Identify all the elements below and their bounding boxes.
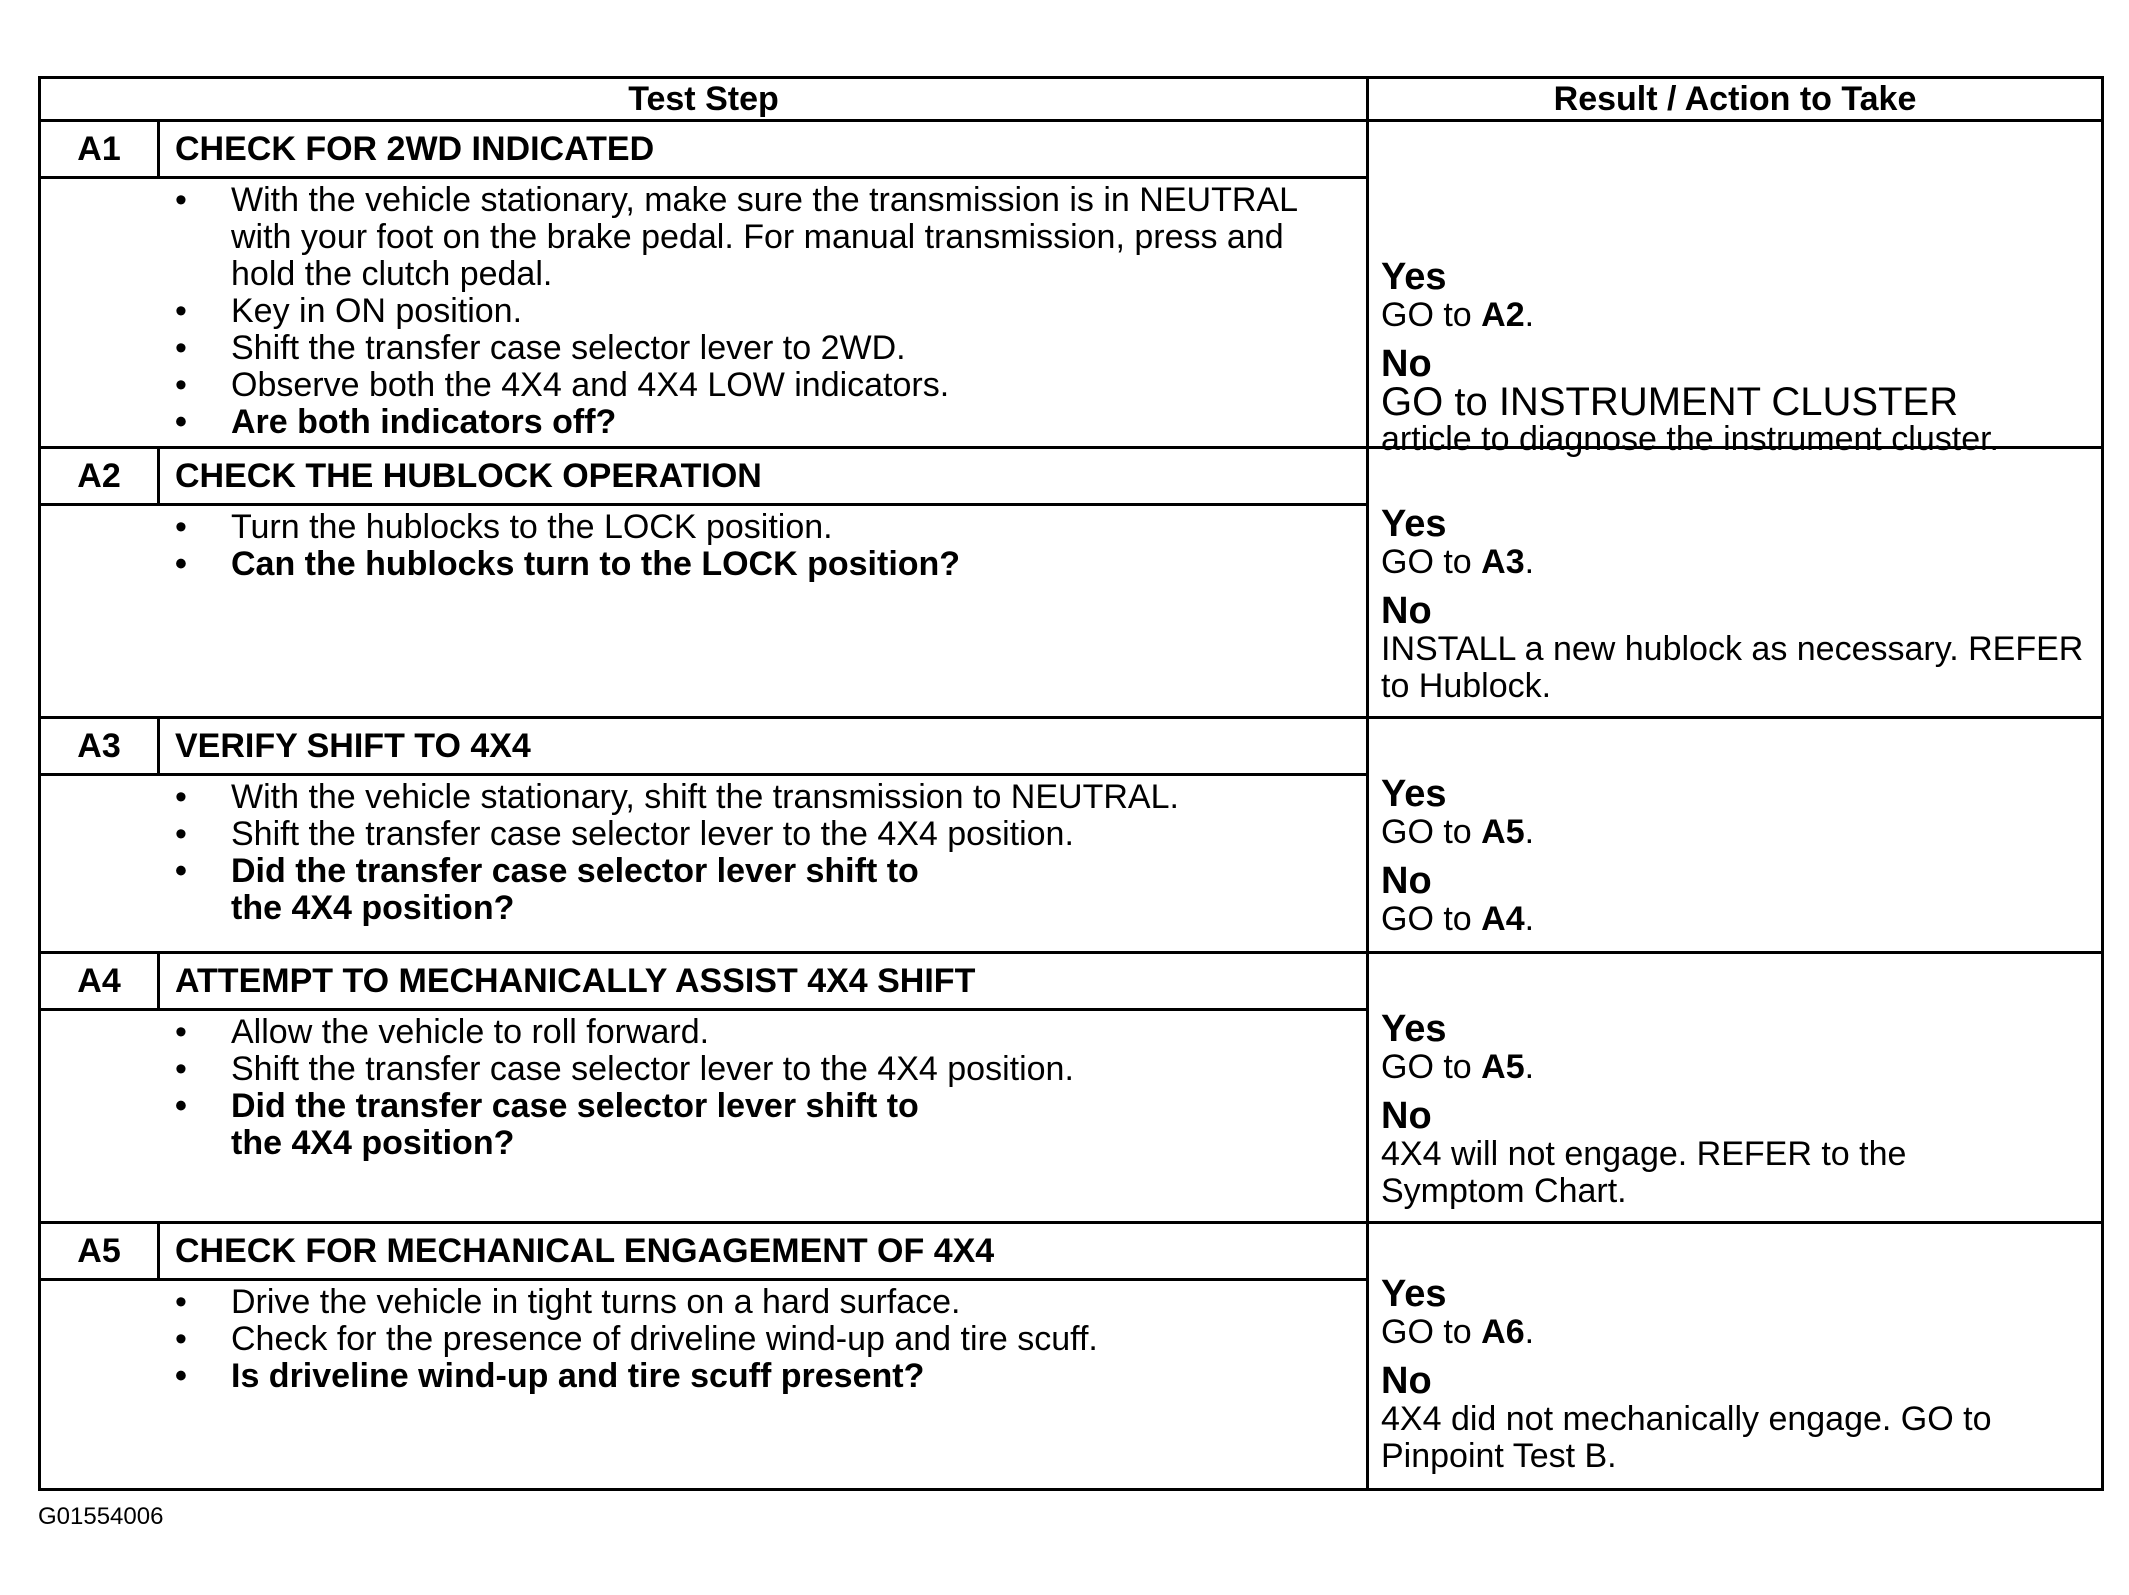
section-title-bar <box>41 954 1366 1011</box>
no-action-detail: article to diagnose the instrument cluster. <box>1381 420 1999 458</box>
bullet-text: Drive the vehicle in tight turns on a hard surface. <box>231 1283 961 1321</box>
bullet-icon: • <box>175 1013 187 1051</box>
section-title-bar <box>41 449 1366 506</box>
list-item <box>41 182 1341 293</box>
bullet-text: Are both indicators off? <box>231 403 617 441</box>
step-title: CHECK FOR MECHANICAL ENGAGEMENT OF 4X4 <box>175 1232 995 1270</box>
bullet-icon: • <box>175 292 187 330</box>
yes-action: GO to A3. <box>1381 543 1535 581</box>
diagnostic-table <box>38 76 2104 1491</box>
goto-target: A4 <box>1481 900 1525 938</box>
bullet-icon: • <box>175 1050 187 1088</box>
list-item <box>41 853 1341 927</box>
section-a4 <box>41 954 2101 1224</box>
list-item <box>41 1051 1341 1088</box>
yes-action: GO to A6. <box>1381 1313 1535 1351</box>
bullet-text: Is driveline wind-up and tire scuff present? <box>231 1357 925 1395</box>
bullet-icon: • <box>175 1283 187 1321</box>
goto-target: A6 <box>1481 1313 1525 1351</box>
step-bullets <box>41 1284 1341 1395</box>
no-label: No <box>1381 1095 1432 1137</box>
bullet-icon: • <box>175 1087 187 1125</box>
result-action <box>1381 1009 2096 1210</box>
no-label: No <box>1381 860 1432 902</box>
no-label: No <box>1381 343 1432 385</box>
step-bullets <box>41 1014 1341 1162</box>
bullet-text: Check for the presence of driveline wind-up and tire scuff. <box>231 1320 1098 1358</box>
yes-label: Yes <box>1381 1008 1447 1050</box>
result-action <box>1381 774 2096 938</box>
bullet-text: Shift the transfer case selector lever to the 4X4 position. <box>231 1050 1074 1088</box>
no-label: No <box>1381 1360 1432 1402</box>
goto-target: A3 <box>1481 543 1525 581</box>
step-title: CHECK THE HUBLOCK OPERATION <box>175 457 762 495</box>
goto-target: A5 <box>1481 813 1525 851</box>
bullet-icon: • <box>175 181 187 219</box>
bullet-icon: • <box>175 508 187 546</box>
no-action: 4X4 will not engage. REFER to the Symptom Chart. <box>1381 1135 1907 1210</box>
section-a1 <box>41 122 2101 458</box>
header-result-action: Result / Action to Take <box>1553 80 1917 118</box>
section-a5 <box>41 1224 2101 1488</box>
yes-label: Yes <box>1381 256 1447 298</box>
table-header <box>41 79 2101 122</box>
list-item <box>41 293 1341 330</box>
bullet-icon: • <box>175 778 187 816</box>
step-bullets <box>41 779 1341 927</box>
bullet-icon: • <box>175 1357 187 1395</box>
header-test-step: Test Step <box>628 80 779 118</box>
list-item <box>41 1321 1341 1358</box>
list-item <box>41 1284 1341 1321</box>
bullet-icon: • <box>175 545 187 583</box>
list-item <box>41 546 1341 583</box>
list-item <box>41 1358 1341 1395</box>
step-id: A3 <box>41 719 160 773</box>
step-id: A4 <box>41 954 160 1008</box>
bullet-text: With the vehicle stationary, make sure the transmission is in NEUTRAL with your foot on the brake pedal. For manual transmission, press and hold the clutch pedal. <box>231 181 1297 293</box>
section-title-bar <box>41 1224 1366 1281</box>
bullet-text: Can the hublocks turn to the LOCK position? <box>231 545 961 583</box>
list-item <box>41 330 1341 367</box>
bullet-text: Shift the transfer case selector lever to the 4X4 position. <box>231 815 1074 853</box>
no-action: INSTALL a new hublock as necessary. REFER to Hublock. <box>1381 630 2084 705</box>
bullet-text: Did the transfer case selector lever shift to the 4X4 position? <box>231 1087 919 1162</box>
no-action: GO to A4. <box>1381 900 1535 938</box>
result-action <box>1381 504 2096 705</box>
section-title-bar <box>41 719 1366 776</box>
yes-action: GO to A2. <box>1381 296 1535 334</box>
no-label: No <box>1381 590 1432 632</box>
step-id: A5 <box>41 1224 160 1278</box>
list-item <box>41 816 1341 853</box>
yes-action: GO to A5. <box>1381 1048 1535 1086</box>
bullet-icon: • <box>175 403 187 441</box>
bullet-text: Did the transfer case selector lever shift to the 4X4 position? <box>231 852 919 927</box>
bullet-text: Turn the hublocks to the LOCK position. <box>231 508 833 546</box>
list-item <box>41 1014 1341 1051</box>
step-id: A1 <box>41 122 160 176</box>
bullet-icon: • <box>175 815 187 853</box>
section-a2 <box>41 449 2101 719</box>
bullet-icon: • <box>175 366 187 404</box>
list-item <box>41 1088 1341 1162</box>
list-item <box>41 367 1341 404</box>
bullet-text: Observe both the 4X4 and 4X4 LOW indicators. <box>231 366 950 404</box>
list-item <box>41 509 1341 546</box>
bullet-icon: • <box>175 329 187 367</box>
bullet-text: Allow the vehicle to roll forward. <box>231 1013 710 1051</box>
result-action <box>1381 1274 2096 1475</box>
bullet-icon: • <box>175 852 187 890</box>
section-title-bar <box>41 122 1366 179</box>
bullet-text: Shift the transfer case selector lever to 2WD. <box>231 329 906 367</box>
step-title: CHECK FOR 2WD INDICATED <box>175 130 655 168</box>
step-id: A2 <box>41 449 160 503</box>
bullet-text: Key in ON position. <box>231 292 523 330</box>
yes-label: Yes <box>1381 773 1447 815</box>
goto-target: A5 <box>1481 1048 1525 1086</box>
yes-label: Yes <box>1381 503 1447 545</box>
figure-id: G01554006 <box>38 1503 164 1530</box>
step-title: VERIFY SHIFT TO 4X4 <box>175 727 531 765</box>
step-bullets <box>41 182 1341 441</box>
bullet-text: With the vehicle stationary, shift the transmission to NEUTRAL. <box>231 778 1179 816</box>
result-action <box>1381 257 2096 458</box>
step-title: ATTEMPT TO MECHANICALLY ASSIST 4X4 SHIFT <box>175 962 976 1000</box>
bullet-icon: • <box>175 1320 187 1358</box>
no-action: GO to INSTRUMENT CLUSTER <box>1381 380 1959 424</box>
list-item <box>41 779 1341 816</box>
no-action: 4X4 did not mechanically engage. GO to Pinpoint Test B. <box>1381 1400 1992 1475</box>
list-item <box>41 404 1341 441</box>
goto-target: A2 <box>1481 296 1525 334</box>
step-bullets <box>41 509 1341 583</box>
yes-label: Yes <box>1381 1273 1447 1315</box>
section-a3 <box>41 719 2101 954</box>
yes-action: GO to A5. <box>1381 813 1535 851</box>
